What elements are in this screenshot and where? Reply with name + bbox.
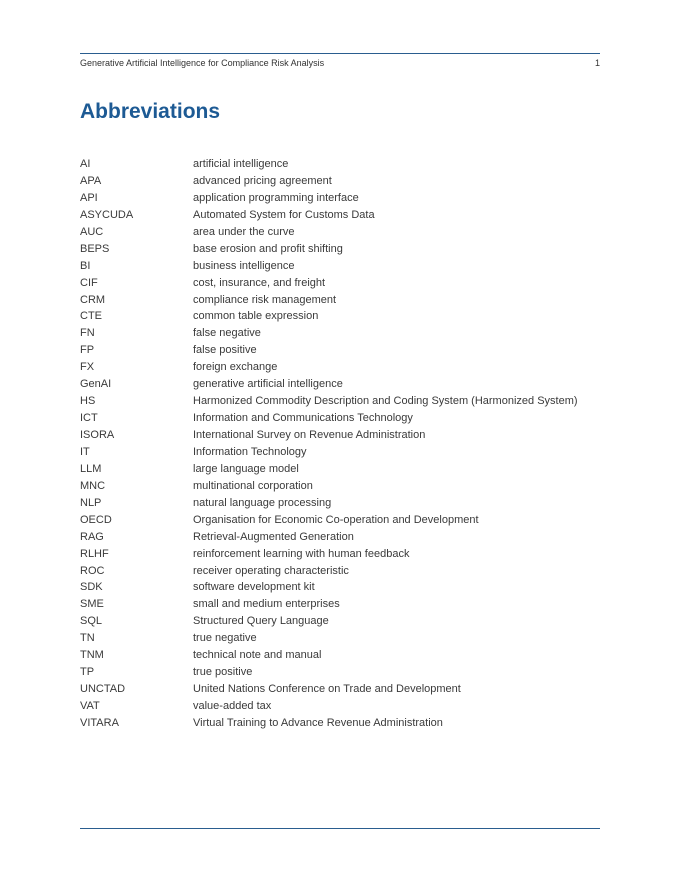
abbreviation-term: RAG: [80, 530, 104, 543]
abbreviation-row: [80, 207, 600, 224]
abbreviation-row: [80, 190, 600, 207]
abbreviation-term: RLHF: [80, 547, 109, 560]
abbreviation-row: [80, 258, 600, 275]
abbreviation-row: [80, 376, 600, 393]
abbreviation-definition: Structured Query Language: [193, 615, 329, 628]
abbreviation-row: [80, 461, 600, 478]
running-title: Generative Artificial Intelligence for Compliance Risk Analysis: [80, 58, 325, 68]
abbreviation-definition: true negative: [193, 632, 257, 645]
abbreviation-term: VAT: [80, 700, 100, 712]
abbreviation-definition: International Survey on Revenue Administration: [193, 429, 426, 441]
abbreviation-row: [80, 529, 600, 546]
abbreviation-row: [80, 596, 600, 613]
running-header: [80, 58, 600, 72]
abbreviation-definition: United Nations Conference on Trade and Development: [193, 683, 461, 696]
abbreviation-definition: area under the curve: [193, 225, 295, 238]
abbreviation-row: [80, 613, 600, 630]
abbreviation-row: [80, 478, 600, 495]
abbreviation-list: [80, 156, 600, 732]
abbreviation-row: [80, 579, 600, 596]
abbreviation-definition: Information and Communications Technology: [193, 412, 413, 425]
abbreviation-term: ROC: [80, 564, 105, 577]
abbreviation-definition: business intelligence: [193, 259, 295, 272]
abbreviation-term: SME: [80, 598, 104, 611]
abbreviation-term: BI: [80, 259, 91, 272]
abbreviation-definition: compliance risk management: [193, 293, 337, 306]
abbreviation-row: [80, 495, 600, 512]
abbreviation-row: [80, 647, 600, 664]
abbreviation-definition: small and medium enterprises: [193, 598, 340, 611]
abbreviation-row: [80, 275, 600, 292]
page-title: Abbreviations: [80, 100, 221, 123]
abbreviation-term: GenAI: [80, 378, 112, 391]
abbreviation-definition: cost, insurance, and freight: [193, 276, 326, 289]
abbreviation-definition: multinational corporation: [193, 479, 313, 492]
footer-rule: [80, 828, 600, 829]
abbreviation-row: [80, 156, 600, 173]
abbreviation-definition: generative artificial intelligence: [193, 378, 343, 391]
abbreviation-row: [80, 359, 600, 376]
abbreviation-row: [80, 292, 600, 309]
abbreviation-definition: reinforcement learning with human feedback: [193, 547, 410, 560]
abbreviation-row: [80, 698, 600, 715]
abbreviation-term: CTE: [80, 310, 102, 323]
abbreviation-term: ASYCUDA: [80, 208, 134, 221]
abbreviation-term: BEPS: [80, 242, 110, 255]
abbreviation-term: FX: [80, 361, 95, 374]
abbreviation-definition: Harmonized Commodity Description and Coding System (Harmonized System): [193, 395, 578, 408]
abbreviation-definition: Retrieval-Augmented Generation: [193, 530, 354, 543]
abbreviation-term: UNCTAD: [80, 683, 126, 696]
abbreviation-term: API: [80, 191, 98, 204]
abbreviation-definition: receiver operating characteristic: [193, 564, 349, 577]
abbreviation-term: APA: [80, 174, 102, 187]
abbreviation-term: VITARA: [80, 716, 119, 729]
abbreviation-row: [80, 241, 600, 258]
abbreviation-definition: false negative: [193, 327, 261, 340]
abbreviation-row: [80, 393, 600, 410]
abbreviation-row: [80, 444, 600, 461]
abbreviation-definition: foreign exchange: [193, 361, 278, 374]
abbreviation-term: AI: [80, 158, 91, 170]
abbreviation-term: ICT: [80, 412, 98, 425]
abbreviation-definition: large language model: [193, 462, 299, 475]
page-number: 1: [594, 58, 600, 68]
abbreviation-row: [80, 715, 600, 732]
abbreviation-definition: Information Technology: [193, 445, 307, 458]
abbreviation-definition: Organisation for Economic Co-operation and Development: [193, 513, 479, 526]
abbreviation-row: [80, 224, 600, 241]
abbreviation-definition: value-added tax: [193, 700, 272, 712]
abbreviation-term: IT: [80, 445, 90, 458]
abbreviation-definition: false positive: [193, 344, 257, 357]
abbreviation-term: CIF: [80, 276, 98, 289]
abbreviation-term: FP: [80, 344, 95, 357]
abbreviation-row: [80, 342, 600, 359]
abbreviation-definition: artificial intelligence: [193, 158, 289, 170]
abbreviation-term: FN: [80, 327, 95, 340]
abbreviation-term: TN: [80, 632, 95, 645]
abbreviation-term: TP: [80, 666, 95, 679]
abbreviation-term: LLM: [80, 462, 102, 475]
abbreviation-row: [80, 308, 600, 325]
abbreviation-term: AUC: [80, 225, 104, 238]
abbreviation-row: [80, 410, 600, 427]
abbreviation-term: HS: [80, 395, 96, 408]
abbreviation-row: [80, 546, 600, 563]
abbreviation-definition: technical note and manual: [193, 649, 322, 662]
abbreviation-definition: Virtual Training to Advance Revenue Administration: [193, 716, 443, 729]
abbreviation-row: [80, 563, 600, 580]
abbreviation-row: [80, 325, 600, 342]
abbreviation-term: NLP: [80, 496, 102, 509]
abbreviation-term: SQL: [80, 615, 103, 628]
abbreviation-row: [80, 173, 600, 190]
abbreviation-definition: Automated System for Customs Data: [193, 208, 375, 221]
abbreviation-definition: natural language processing: [193, 496, 332, 509]
abbreviation-row: [80, 512, 600, 529]
abbreviation-definition: common table expression: [193, 310, 319, 323]
abbreviation-term: CRM: [80, 293, 106, 306]
abbreviation-definition: application programming interface: [193, 191, 359, 204]
abbreviation-row: [80, 681, 600, 698]
abbreviation-term: SDK: [80, 581, 103, 594]
abbreviation-definition: true positive: [193, 666, 253, 679]
abbreviation-definition: advanced pricing agreement: [193, 174, 332, 187]
header-rule: [80, 53, 600, 54]
abbreviation-term: OECD: [80, 513, 112, 526]
abbreviation-term: ISORA: [80, 429, 115, 441]
abbreviation-term: TNM: [80, 649, 104, 662]
abbreviation-definition: software development kit: [193, 581, 315, 594]
abbreviation-definition: base erosion and profit shifting: [193, 242, 343, 255]
abbreviation-term: MNC: [80, 479, 106, 492]
abbreviation-row: [80, 664, 600, 681]
abbreviation-row: [80, 630, 600, 647]
abbreviation-row: [80, 427, 600, 444]
